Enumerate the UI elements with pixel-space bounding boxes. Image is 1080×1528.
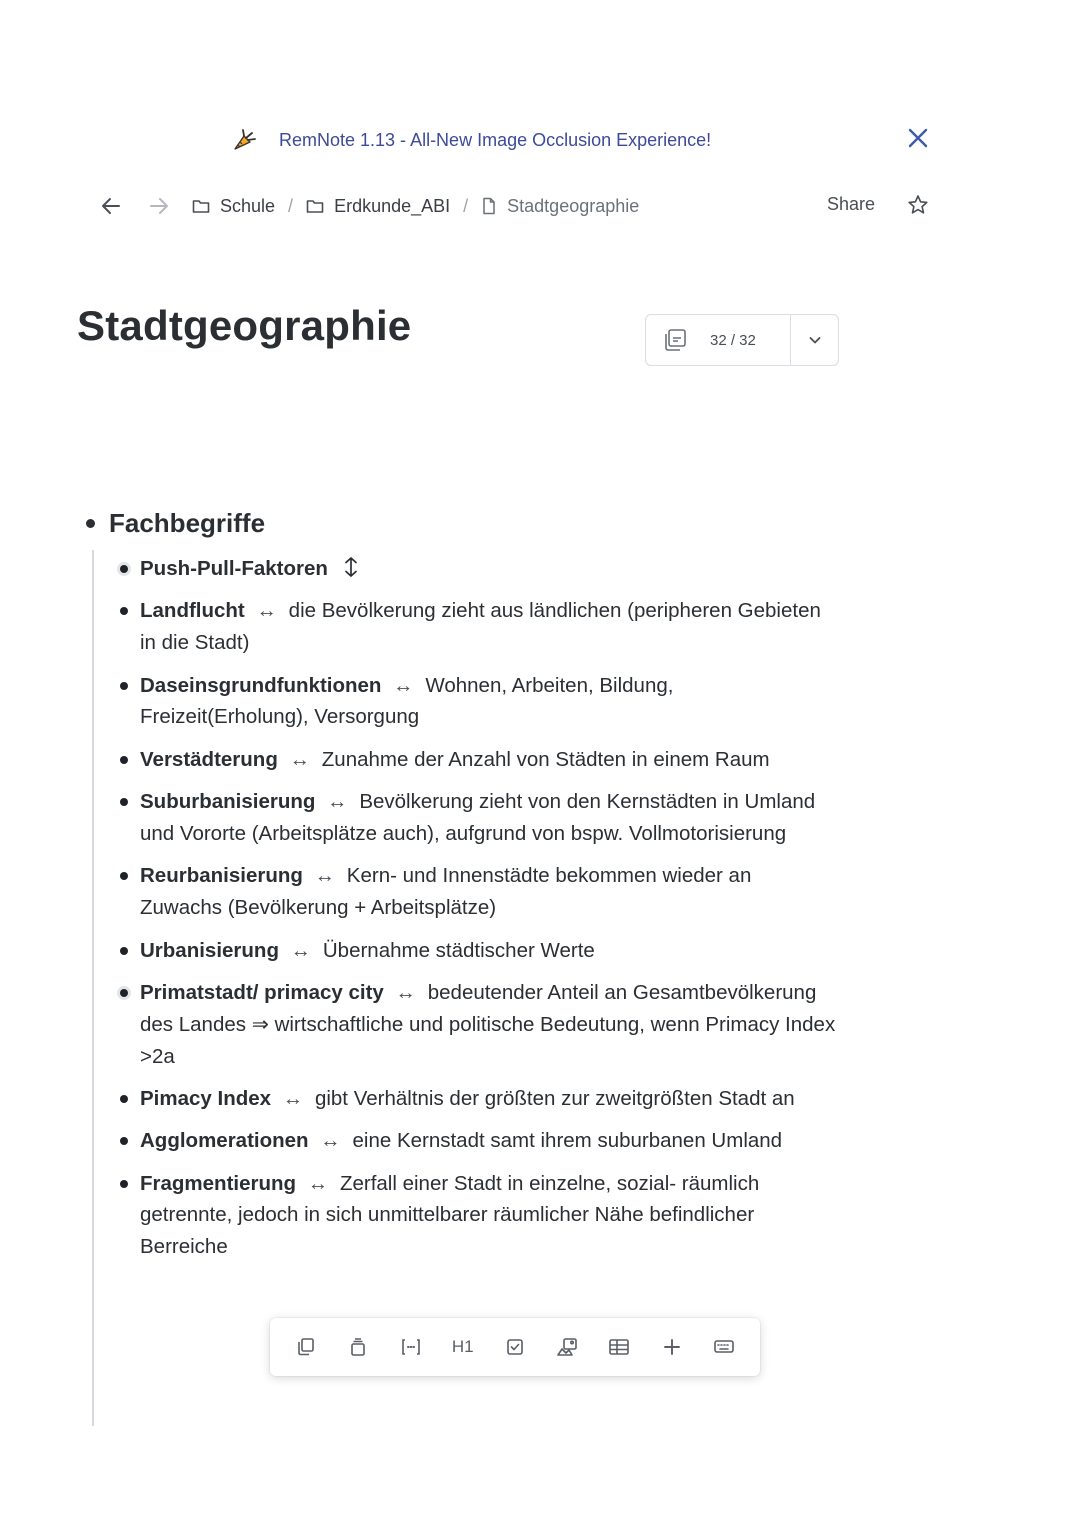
indent-guide-line[interactable] <box>92 550 94 1426</box>
rem-term: Landflucht <box>140 599 245 623</box>
plus-icon <box>662 1337 682 1357</box>
breadcrumb-stadtgeographie[interactable] <box>481 196 639 217</box>
rem-term: Urbanisierung <box>140 938 279 962</box>
rem-item[interactable] <box>116 860 836 924</box>
flashcard-arrow: ↔ <box>289 747 311 771</box>
rem-definition: Kern- und Innenstädte bekommen wieder an Zuwachs (Bevölkerung + Arbeitsplätze) <box>140 864 752 920</box>
rem-fachbegriffe[interactable] <box>86 508 265 539</box>
breadcrumb-label: Erdkunde_ABI <box>334 195 451 216</box>
flashcard-arrow: ↔ <box>327 790 348 814</box>
rem-term: Agglomerationen <box>140 1129 309 1153</box>
rem-term: Fragmentierung <box>140 1171 297 1195</box>
rem-item[interactable] <box>116 670 836 734</box>
flashcard-arrow: ↔ <box>290 938 312 962</box>
rem-bullet[interactable] <box>120 1095 128 1103</box>
breadcrumb-label: Stadtgeographie <box>507 195 640 216</box>
carrot-logo-icon <box>231 127 257 153</box>
breadcrumb-separator: / <box>288 195 294 216</box>
chevron-down-icon <box>807 332 823 348</box>
flashcard-counter <box>645 314 839 366</box>
rem-definition: Zerfall einer Stadt in einzelne, sozial- räumlich getrennte, jedoch in sich unmittelbarer räumlicher Nähe befindlicher Berreiche <box>140 1171 760 1259</box>
add-button[interactable] <box>654 1329 690 1365</box>
cloze-brackets-icon <box>400 1337 422 1357</box>
flashcard-arrow: ↔ <box>314 864 336 888</box>
rem-item[interactable] <box>116 1125 836 1157</box>
folder-icon <box>306 198 324 214</box>
rem-bullet[interactable] <box>120 989 128 997</box>
document-icon <box>481 197 497 215</box>
navigation-bar <box>96 190 946 222</box>
rem-term: Primatstadt/ primacy city <box>140 980 384 1004</box>
flashcard-arrow: ↔ <box>256 599 277 623</box>
flashcard-options-dropdown[interactable] <box>791 315 838 365</box>
flashcard-arrow: ↔ <box>282 1086 304 1110</box>
rem-item[interactable] <box>116 1168 836 1263</box>
rem-bullet[interactable] <box>120 607 128 615</box>
breadcrumb-label: Schule <box>220 195 276 216</box>
flashcard-arrow: ↔ <box>395 980 417 1004</box>
rem-bullet[interactable] <box>120 798 128 806</box>
arrow-left-icon <box>99 194 123 218</box>
flashcard-arrow: ↔ <box>393 673 414 697</box>
rem-term: Daseinsgrundfunktionen <box>140 673 382 697</box>
rem-definition: bedeutender Anteil an Gesamtbevölkerung des Landes ⇒ wirtschaftliche und politische Bedeutung, wenn Primacy Index >2a <box>140 980 836 1068</box>
heading-button[interactable]: H1 <box>451 1337 474 1356</box>
keyboard-icon <box>713 1337 735 1357</box>
breadcrumb-separator: / <box>463 195 469 216</box>
rem-item[interactable] <box>116 786 836 850</box>
rem-bullet[interactable] <box>120 947 128 955</box>
flashcard-icon <box>296 1337 316 1357</box>
child-rem-list <box>116 553 836 1274</box>
rem-term: Pimacy Index <box>140 1086 272 1110</box>
rem-definition: Zunahme der Anzahl von Städten in einem Raum <box>321 747 770 771</box>
image-icon <box>556 1337 578 1357</box>
rem-bullet[interactable] <box>120 682 128 690</box>
rem-definition: Übernahme städtischer Werte <box>322 938 595 962</box>
rem-term: Verstädterung <box>140 747 278 771</box>
star-icon[interactable] <box>906 193 930 217</box>
back-button[interactable] <box>96 191 126 221</box>
practice-flashcards-button[interactable] <box>646 315 791 365</box>
rem-bullet[interactable] <box>86 519 95 528</box>
rem-bullet[interactable] <box>120 1180 128 1188</box>
formatting-toolbar <box>270 1318 760 1376</box>
create-flashcard-button[interactable] <box>288 1329 324 1365</box>
rem-term: Reurbanisierung <box>140 864 303 888</box>
rem-definition: Bevölkerung zieht von den Kernstädten in Umland und Vororte (Arbeitsplätze auch), aufgrund von bspw. Vollmotorisierung <box>140 790 816 845</box>
folder-icon <box>192 198 210 214</box>
rem-label[interactable]: Fachbegriffe <box>109 508 266 538</box>
flashcard-arrow: ↔ <box>320 1129 341 1153</box>
breadcrumb-schule[interactable] <box>192 196 275 217</box>
multiline-card-button[interactable] <box>340 1329 376 1365</box>
rem-item[interactable] <box>116 744 836 776</box>
share-button[interactable]: Share <box>827 194 876 214</box>
rem-definition: eine Kernstadt samt ihrem suburbanen Umland <box>352 1129 783 1153</box>
bidirectional-card-icon <box>342 555 360 579</box>
rem-item[interactable] <box>116 935 836 967</box>
close-icon[interactable] <box>904 124 932 152</box>
flashcards-icon <box>662 328 688 352</box>
banner-text[interactable]: RemNote 1.13 - All-New Image Occlusion Experience! <box>279 129 712 150</box>
cloze-button[interactable] <box>393 1329 429 1365</box>
todo-button[interactable] <box>497 1329 533 1365</box>
announcement-banner[interactable] <box>231 124 711 156</box>
rem-definition: gibt Verhältnis der größten zur zweitgrößten Stadt an <box>314 1086 795 1110</box>
rem-item[interactable] <box>116 595 836 659</box>
flashcard-count: 32 / 32 <box>710 331 756 349</box>
card-stack-icon <box>348 1337 368 1357</box>
rem-term: Suburbanisierung <box>140 790 316 814</box>
image-button[interactable] <box>549 1329 585 1365</box>
page-title[interactable]: Stadtgeographie <box>77 302 412 349</box>
checkbox-icon <box>505 1337 525 1357</box>
rem-term: Push-Pull-Faktoren <box>140 557 328 580</box>
rem-item[interactable] <box>116 553 836 585</box>
keyboard-button[interactable] <box>706 1329 742 1365</box>
rem-definition: die Bevölkerung zieht aus ländlichen (peripheren Gebieten in die Stadt) <box>140 599 821 655</box>
rem-bullet[interactable] <box>120 565 128 573</box>
flashcard-arrow: ↔ <box>307 1171 329 1195</box>
rem-item[interactable] <box>116 977 836 1072</box>
rem-bullet[interactable] <box>120 756 128 764</box>
table-icon <box>608 1337 630 1357</box>
breadcrumb-erdkunde-abi[interactable] <box>306 196 450 217</box>
table-button[interactable] <box>601 1329 637 1365</box>
rem-bullet[interactable] <box>120 872 128 880</box>
forward-button[interactable] <box>144 191 174 221</box>
rem-item[interactable] <box>116 1083 836 1115</box>
rem-bullet[interactable] <box>120 1137 128 1145</box>
rem-definition: Wohnen, Arbeiten, Bildung, Freizeit(Erholung), Versorgung <box>140 673 674 729</box>
arrow-right-icon <box>147 194 171 218</box>
